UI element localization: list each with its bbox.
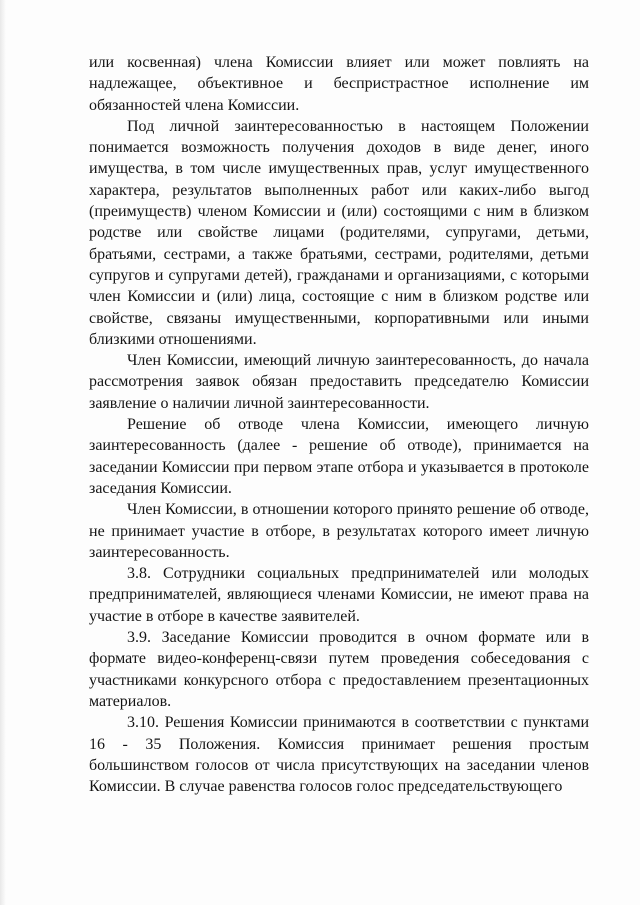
paragraph-recusal-decision: Решение об отводе члена Комиссии, имеющего личную заинтересованность (далее - решение об отводе), принимается на заседании Комиссии при первом этапе отбора и указывается в протоколе заседания Комиссии. <box>89 416 589 497</box>
paragraph-personal-interest-definition: Под личной заинтересованностью в настоящем Положении понимается возможность получения доходов в виде денег, иного имущества, в том числе имущественных прав, услуг имущественного характера, результатов выполненных работ или каких-либо выгод (преимуществ) членом Комиссии и (или) состоящими с ним в близком родстве или свойстве лицами (родителями, супругами, детьми, братьями, сестрами, а также братьями, сестрами, родителями, детьми супругов и супругами детей), гражданами и организациями, с которыми член Комиссии и (или) лица, состоящие с ним в близком родстве или свойстве, связаны имущественными, корпоративными или иными близкими отношениями. <box>89 117 589 348</box>
paragraph-clause-3-10: 3.10. Решения Комиссии принимаются в соответствии с пунктами 16 - 35 Положения. Комиссия принимает решения простым большинством голосов от числа присутствующих на заседании членов Комиссии. В случае равенства голосов голос председательствующего <box>89 714 589 796</box>
document-body <box>89 52 589 797</box>
paragraph-clause-3-9: 3.9. Заседание Комиссии проводится в очном формате или в формате видео-конференц-связи путем проведения собеседования с участниками конкурсного отбора с предоставлением презентационных материалов. <box>89 629 589 710</box>
paragraph-recused-member: Член Комиссии, в отношении которого принято решение об отводе, не принимает участие в отборе, в результатах которого имеет личную заинтересованность. <box>89 501 589 561</box>
paragraph-interest-declaration: Член Комиссии, имеющий личную заинтересованность, до начала рассмотрения заявок обязан предоставить председателю Комиссии заявление о наличии личной заинтересованности. <box>89 352 589 412</box>
scan-edge <box>0 0 6 905</box>
paragraph-clause-3-8: 3.8. Сотрудники социальных предпринимателей или молодых предпринимателей, являющиеся членами Комиссии, не имеют права на участие в отборе в качестве заявителей. <box>89 565 589 625</box>
paragraph-conflict-continuation: или косвенная) члена Комиссии влияет или может повлиять на надлежащее, объективное и беспристрастное исполнение им обязанностей члена Комиссии. <box>89 54 589 114</box>
